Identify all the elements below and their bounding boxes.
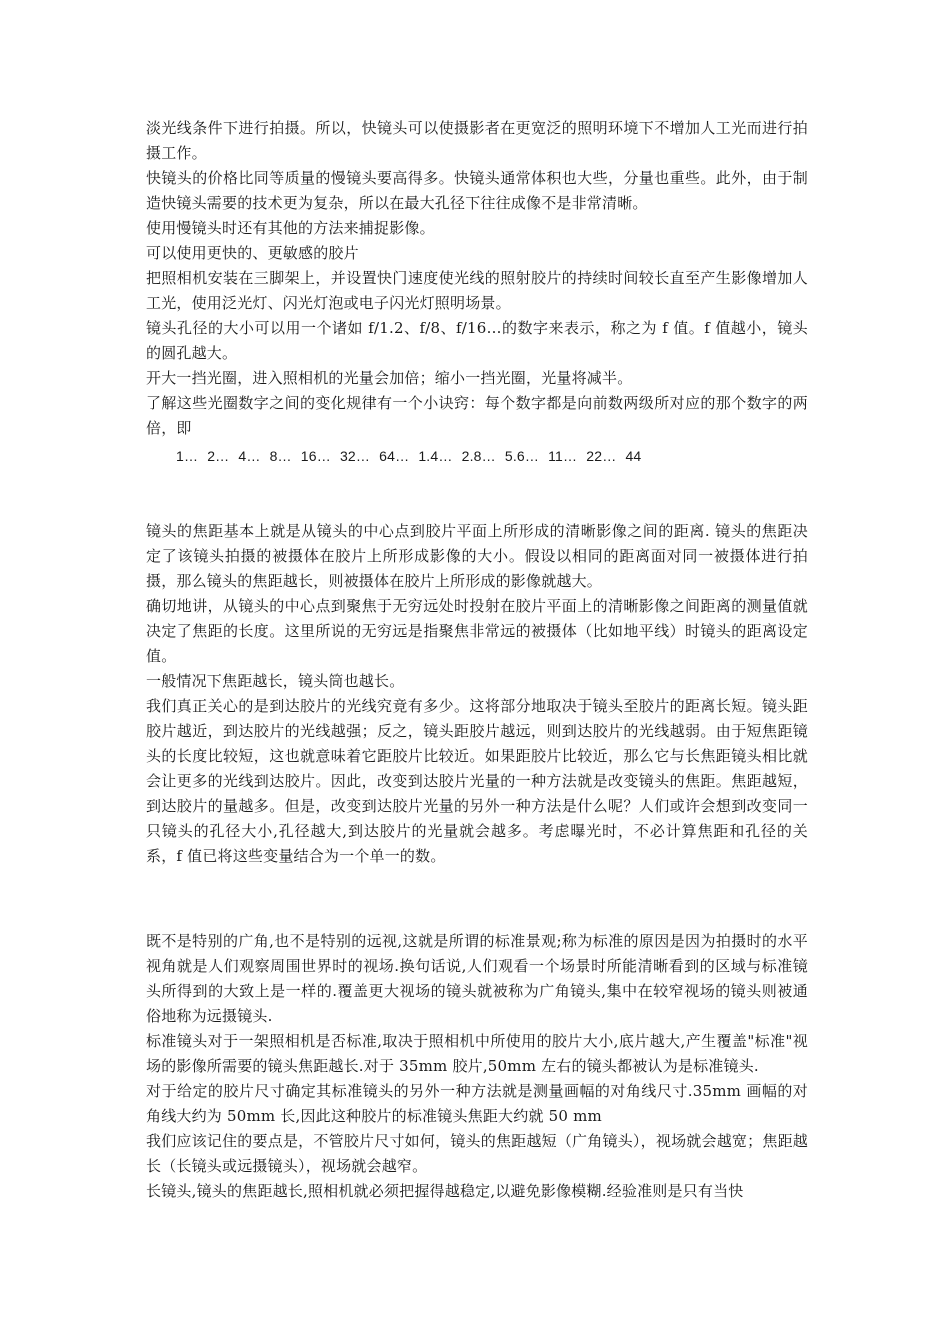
- paragraph: 快镜头的价格比同等质量的慢镜头要高得多。快镜头通常体积也大些，分量也重些。此外，由于制造快镜头需要的技术更为复杂，所以在最大孔径下往往成像不是非常清晰。: [146, 169, 808, 212]
- section-spacer: [146, 467, 808, 519]
- series-item: 11…: [548, 448, 578, 464]
- series-item: 8…: [269, 448, 292, 464]
- series-item: 32…: [339, 448, 371, 464]
- series-item: 1.4…: [418, 448, 453, 464]
- paragraph: 淡光线条件下进行拍摄。所以，快镜头可以使摄影者在更宽泛的照明环境下不增加人工光而进行拍摄工作。: [146, 119, 808, 162]
- paragraph: 一般情况下焦距越长，镜头筒也越长。: [146, 672, 405, 690]
- series-item: 4…: [238, 448, 261, 464]
- series-item: 16…: [300, 448, 331, 464]
- paragraph: 把照相机安装在三脚架上，并设置快门速度使光线的照射胶片的持续时间较长直至产生影像增加人工光，使用泛光灯、闪光灯泡或电子闪光灯照明场景。: [146, 269, 808, 312]
- paragraph: 使用慢镜头时还有其他的方法来捕捉影像。: [146, 219, 435, 237]
- paragraph: 开大一挡光圈，进入照相机的光量会加倍；缩小一挡光圈，光量将减半。: [146, 369, 633, 387]
- series-item: 64…: [379, 448, 410, 464]
- paragraph: 镜头孔径的大小可以用一个诸如 f/1.2、f/8、f/16…的数字来表示，称之为 f 值。f 值越小，镜头的圆孔越大。: [146, 319, 808, 362]
- paragraph: 我们应该记住的要点是，不管胶片尺寸如何，镜头的焦距越短（广角镜头），视场就会越宽；焦距越长（长镜头或远摄镜头），视场就会越窄。: [146, 1132, 808, 1175]
- document-body: [146, 116, 808, 1204]
- series-item: 1…: [176, 448, 199, 464]
- section-spacer: [146, 869, 808, 929]
- paragraph: 了解这些光圈数字之间的变化规律有一个小诀窍：每个数字都是向前数两级所对应的那个数字的两倍，即: [146, 394, 808, 437]
- series-item: 5.6…: [504, 448, 540, 464]
- paragraph: 标准镜头对于一架照相机是否标准,取决于照相机中所使用的胶片大小,底片越大,产生覆盖"标准"视场的影像所需要的镜头焦距越长.对于 35mm 胶片,50mm 左右的镜头都被认为是标准镜头.: [146, 1032, 808, 1075]
- paragraph: 对于给定的胶片尺寸确定其标准镜头的另外一种方法就是测量画幅的对角线尺寸.35mm 画幅的对角线大约为 50mm 长,因此这种胶片的标准镜头焦距大约就 50 mm: [146, 1082, 808, 1125]
- series-item: 22…: [586, 448, 617, 464]
- paragraph: 长镜头,镜头的焦距越长,照相机就必须把握得越稳定,以避免影像模糊.经验准则是只有当快: [146, 1182, 744, 1200]
- series-item: 2.8…: [461, 448, 496, 464]
- section-aperture: [146, 116, 808, 467]
- paragraph: 我们真正关心的是到达胶片的光线究竟有多少。这将部分地取决于镜头至胶片的距离长短。镜头距胶片越近，到达胶片的光线越强；反之，镜头距胶片越远，则到达胶片的光线越弱。由于短焦距镜头的长度比较短，这也就意味着它距胶片比较近。如果距胶片比较近，那么它与长焦距镜头相比就会让更多的光线到达胶片。因此，改变到达胶片光量的一种方法就是改变镜头的焦距。焦距越短，到达胶片的量越多。但是，改变到达胶片光量的另外一种方法是什么呢？人们或许会想到改变同一只镜头的孔径大小,孔径越大,到达胶片的光量就会越多。考虑曝光时，不必计算焦距和孔径的关系，f 值已将这些变量结合为一个单一的数。: [146, 697, 808, 865]
- paragraph: 可以使用更快的、更敏感的胶片: [146, 244, 359, 262]
- series-item: 44: [625, 448, 642, 464]
- section-standard-lens: [146, 929, 808, 1204]
- paragraph: 镜头的焦距基本上就是从镜头的中心点到胶片平面上所形成的清晰影像之间的距离. 镜头的焦距决定了该镜头拍摄的被摄体在胶片上所形成影像的大小。假设以相同的距离面对同一被摄体进行拍摄，那么镜头的焦距越长，则被摄体在胶片上所形成的影像就越大。: [146, 522, 808, 590]
- paragraph: 确切地讲，从镜头的中心点到聚焦于无穷远处时投射在胶片平面上的清晰影像之间距离的测量值就决定了焦距的长度。这里所说的无穷远是指聚焦非常远的被摄体（比如地平线）时镜头的距离设定值。: [146, 597, 808, 665]
- f-number-series: [176, 445, 808, 467]
- paragraph: 既不是特别的广角,也不是特别的远视,这就是所谓的标准景观;称为标准的原因是因为拍摄时的水平视角就是人们观察周围世界时的视场.换句话说,人们观看一个场景时所能清晰看到的区域与标准镜头所得到的大致上是一样的.覆盖更大视场的镜头就被称为广角镜头,集中在较窄视场的镜头则被通俗地称为远摄镜头.: [146, 932, 808, 1025]
- series-item: 2…: [207, 448, 230, 464]
- section-focal-length: [146, 519, 808, 869]
